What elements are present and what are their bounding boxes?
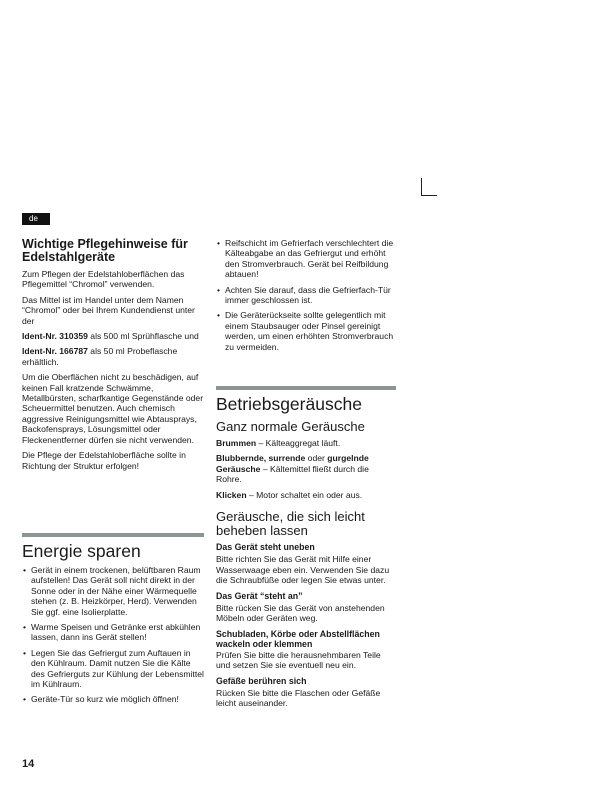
list-item: • Warme Speisen und Getränke erst abkühlen lassen, dann ins Gerät stellen!	[22, 622, 204, 643]
ident-line	[22, 331, 204, 341]
paragraph: Rücken Sie bitte die Flaschen oder Gefäße leicht auseinander.	[216, 687, 381, 709]
ident-text: als 500 ml Sprühflasche und	[87, 331, 199, 342]
list-item: • Achten Sie darauf, dass die Gefrierfach-Tür immer geschlossen ist.	[216, 285, 398, 306]
normal-noise-title: Ganz normale Geräusche	[216, 419, 365, 434]
ident-text: als 50 ml Probeflasche erhältlich.	[22, 346, 178, 367]
paragraph: Bitte richten Sie das Gerät mit Hilfe einer Wasserwaage eben ein. Verwenden Sie dazu die Schraubfüße oder legen Sie etwas unter.	[216, 554, 390, 586]
paragraph: Die Pflege der Edelstahloberfläche sollte in Richtung der Struktur erfolgen!	[22, 450, 186, 471]
fixable-noise-title: Geräusche, die sich leicht beheben lassen	[216, 509, 365, 539]
paragraph: Um die Oberflächen nicht zu beschädigen, auf keinen Fall kratzende Schwämme, Metallbürsten, scharfkantige Gegenstände oder Scheuermittel benutzen. Auch chemisch aggressive Reinigungsmittel wie Abtausprays, Backofensprays, Lösungsmittel oder Fleckenentferner dürfen sie nicht verwenden.	[22, 372, 204, 445]
section-rule	[216, 386, 396, 390]
item-heading: Das Gerät steht uneben	[216, 542, 315, 553]
list-item: • Gerät in einem trockenen, belüftbaren Raum aufstellen! Das Gerät soll nicht direkt in der Sonne oder in der Nähe einer Wärmequelle stehen (z. B. Heizkörper, Herd). Verwenden Sie ggf. eine Isolierplatte.	[22, 565, 204, 617]
list-item: • Geräte-Tür so kurz wie möglich öffnen!	[22, 694, 204, 704]
noise-item	[216, 453, 396, 484]
ident-number: Ident-Nr. 166787	[22, 346, 88, 357]
paragraph: Zum Pflegen der Edelstahloberflächen das Pflegemittel “Chromol” verwenden.	[22, 269, 185, 290]
noise-desc: – Motor schaltet ein oder aus.	[246, 489, 363, 500]
noise-term: Klicken	[216, 489, 247, 500]
paragraph: Prüfen Sie bitte die herausnehmbaren Teile und setzen Sie sie eventuell neu ein.	[216, 649, 381, 671]
item-heading: Schubladen, Körbe oder Abstellflächen wackeln oder klemmen	[216, 628, 380, 650]
noise-item	[216, 438, 396, 448]
energy-continued	[216, 238, 398, 357]
noise-section	[216, 386, 396, 714]
list-item: • Die Geräterückseite sollte gelegentlich mit einem Staubsauger oder Pinsel gereinigt werden, um einen erhöhten Stromverbrauch zu vermeiden.	[216, 310, 398, 352]
page-number: 14	[22, 758, 35, 770]
noise-item	[216, 490, 396, 500]
care-title: Wichtige Pflegehinweise für Edelstahlgeräte	[22, 237, 188, 264]
section-rule	[22, 533, 204, 537]
language-badge: de	[22, 213, 50, 225]
ident-line	[22, 346, 204, 367]
item-heading: Das Gerät “steht an”	[216, 590, 303, 601]
noise-desc: oder	[305, 453, 328, 464]
paragraph: Bitte rücken Sie das Gerät von anstehenden Möbeln oder Geräten weg.	[216, 603, 385, 624]
energy-section	[22, 533, 204, 710]
noise-term: Blubbernde, surrende	[216, 453, 306, 464]
noise-desc: – Kälteaggregat läuft.	[256, 438, 341, 448]
noise-desc: – Kältemittel fließt durch die Rohre.	[216, 463, 369, 485]
ident-number: Ident-Nr. 310359	[22, 331, 88, 342]
care-section	[22, 238, 204, 476]
noise-term: Brummen	[216, 438, 257, 448]
list-item: • Reifschicht im Gefrierfach verschlechtert die Kälteabgabe an das Gefriergut und erhöht den Stromverbrauch. Gerät bei Reifbildung abtauen!	[216, 238, 398, 280]
paragraph: Das Mittel ist im Handel unter dem Namen “Chromol” oder bei Ihrem Kundendienst unter der	[22, 294, 195, 326]
crop-mark	[421, 178, 437, 196]
item-heading: Gefäße berühren sich	[216, 675, 307, 686]
energy-title: Energie sparen	[22, 541, 141, 561]
noise-title: Betriebsgeräusche	[216, 394, 362, 414]
list-item: • Legen Sie das Gefriergut zum Auftauen in den Kühlraum. Damit nutzen Sie die Kälte des Gefrierguts zur Kühlung der Lebensmittel im Kühlraum.	[22, 648, 204, 690]
noise-term: gurgelnde Geräusche	[216, 453, 369, 474]
